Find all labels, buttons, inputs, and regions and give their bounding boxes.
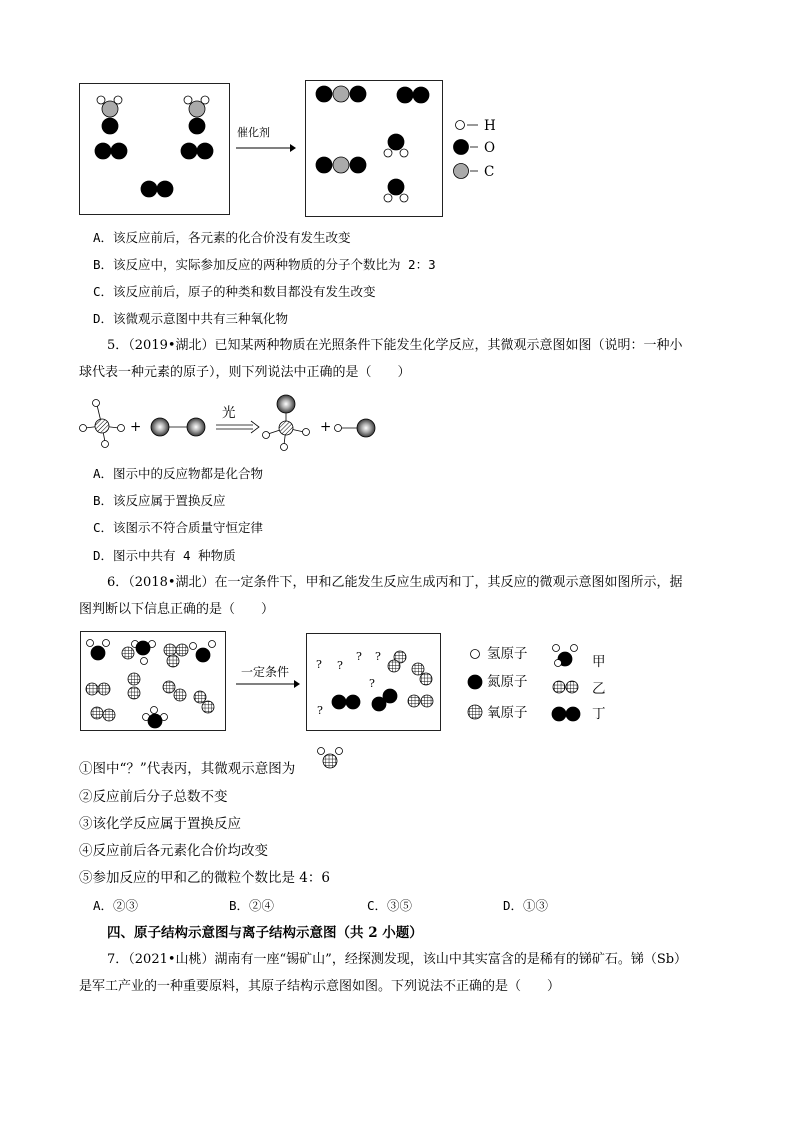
q6-statement-1: ①图中“？”代表丙，其微观示意图为 [79,761,296,777]
q6-qmark-6: ? [317,704,323,717]
q4-option-b: B．该反应中，实际参加反应的两种物质的分子个数比为 2：3 [93,257,436,272]
q6-legend-jia: 甲 [592,654,606,670]
q6-qmark-4: ? [375,650,381,663]
q4-legend-c: C [484,164,495,180]
q4-reaction-arrow [236,143,296,153]
q5-stem-line2: 球代表一种元素的原子），则下列说法中正确的是（ ） [79,365,411,380]
q5-plus-1: + [130,419,142,435]
q6-reactants-diagram [80,631,226,731]
q5-arrow-label: 光 [222,405,236,421]
q6-legend-ding: 丁 [592,706,606,722]
q5-option-d: D．图示中共有 4 种物质 [93,548,236,563]
q6-statement-4: ④反应前后各元素化合价均改变 [79,843,268,859]
q7-stem-line1: 7．（2021•山桃）湖南有一座“锡矿山”，经探测发现，该山中其实富含的是稀有的锑矿石。锑（Sb） [107,952,688,967]
q6-choice-c: C．③⑤ [367,898,413,913]
q6-arrow-label: 一定条件 [241,665,290,679]
q4-arrow-label: 催化剂 [237,126,270,139]
q6-choice-a: A．②③ [93,898,139,913]
q4-option-d: D．该微观示意图中共有三种氧化物 [93,311,289,326]
q5-stem-line1: 5．（2019•湖北）已知某两种物质在光照条件下能发生化学反应，其微观示意图如图（说明：一种小 [107,338,683,353]
q4-legend-symbols [452,118,482,182]
q4-legend-h: H [484,118,496,134]
q5-option-b: B．该反应属于置换反应 [93,493,226,508]
q4-products-diagram [305,80,443,217]
q6-qmark-5: ? [369,677,375,690]
q4-reactants-diagram [79,83,230,215]
q6-statement-2: ②反应前后分子总数不变 [79,789,228,805]
q6-water-molecule-icon [316,746,346,772]
q4-option-c: C．该反应前后，原子的种类和数目都没有发生改变 [93,284,376,299]
q5-plus-2: + [320,419,332,435]
q6-statement-5: ⑤参加反应的甲和乙的微粒个数比是 4：6 [79,870,330,886]
q6-legend-h: 氢原子 [487,646,528,662]
q6-stem-line1: 6．（2018•湖北）在一定条件下，甲和乙能发生反应生成丙和丁，其反应的微观示意图如图所示，据 [107,575,683,590]
q6-qmark-3: ? [356,650,362,663]
q6-legend-o: 氧原子 [487,705,528,721]
q4-option-a: A．该反应前后，各元素的化合价没有发生改变 [93,230,351,245]
q4-legend-o: O [484,140,496,156]
section-title: 四、原子结构示意图与离子结构示意图（共 2 小题） [107,925,423,941]
q6-reaction-arrow [236,679,300,689]
q6-legend-yi: 乙 [592,681,606,697]
q6-legend-n: 氮原子 [487,674,528,690]
q6-qmark-2: ? [337,659,343,672]
q6-choice-d: D．①③ [503,898,549,913]
q6-legend-symbols-left [466,644,486,724]
q7-stem-line2: 是军工产业的一种重要原料，其原子结构示意图如图。下列说法不正确的是（ ） [79,979,561,994]
q6-qmark-1: ? [316,658,322,671]
q5-option-a: A．图示中的反应物都是化合物 [93,466,264,481]
q6-choice-b: B．②④ [229,898,275,913]
q6-legend-molecules [548,640,588,728]
q6-statement-3: ③该化学反应属于置换反应 [79,816,241,832]
q6-stem-line2: 图判断以下信息正确的是（ ） [79,602,275,617]
q5-option-c: C．该图示不符合质量守恒定律 [93,520,264,535]
